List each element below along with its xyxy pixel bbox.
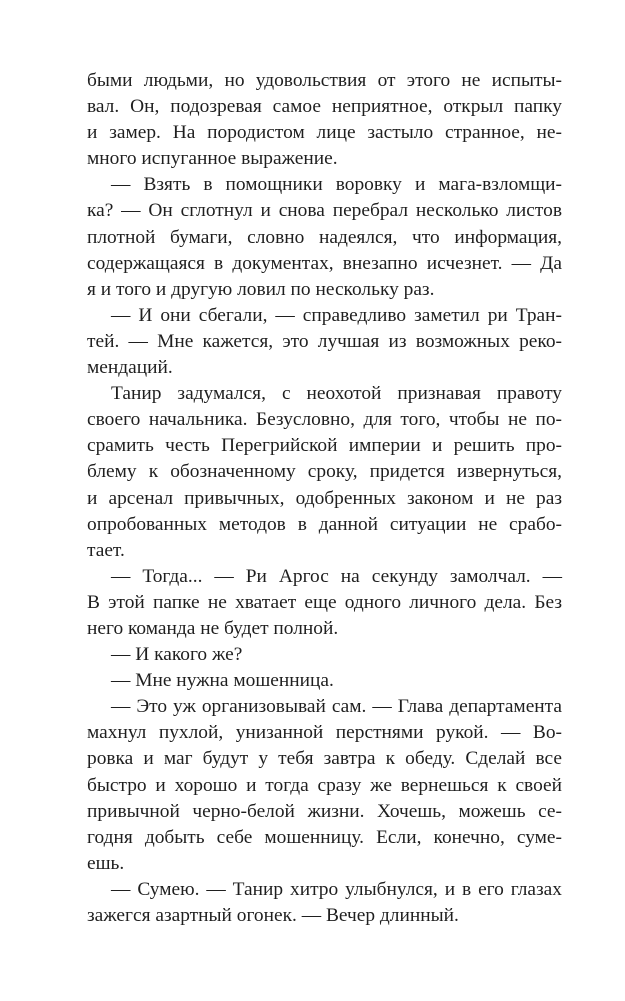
text-line: и арсенал привычных, одобренных законом и не раз	[87, 487, 562, 509]
text-line: быстро и хорошо и тогда сразу же вернешься к своей	[87, 774, 562, 796]
text-line: срамить честь Перегрийской империи и решить про-	[87, 435, 562, 457]
text-line: зажегся азартный огонек. — Вечер длинный.	[87, 905, 459, 926]
text-line: — Мне нужна мошенница.	[111, 670, 334, 692]
text-line: — Тогда... — Ри Аргос на секунду замолчал. —	[111, 565, 562, 587]
text-line: много испуганное выражение.	[87, 148, 338, 170]
text-line: В этой папке не хватает еще одного личного дела. Без	[87, 591, 562, 613]
text-line: привычной черно-белой жизни. Хочешь, можешь се-	[87, 800, 562, 822]
text-line: него команда не будет полной.	[87, 617, 339, 639]
text-line: тает.	[87, 539, 125, 561]
text-line: я и того и другую ловил по нескольку раз.	[87, 278, 435, 300]
text-line: — Сумею. — Танир хитро улыбнулся, и в его глазах	[111, 878, 562, 900]
text-line: быми людьми, но удовольствия от этого не испыты-	[87, 70, 562, 91]
text-line: ка? — Он сглотнул и снова перебрал несколько листов	[87, 200, 562, 222]
text-line: опробованных методов в данной ситуации не срабо-	[87, 513, 562, 535]
text-line: — И какого же?	[111, 644, 243, 666]
text-line: мендаций.	[87, 357, 173, 379]
text-line: и замер. На породистом лице застыло странное, не-	[87, 122, 562, 144]
text-line: — Взять в помощники воровку и мага-взломщи-	[111, 174, 562, 196]
text-line: блему к обозначенному сроку, придется извернуться,	[87, 461, 562, 483]
text-line: — И они сбегали, — справедливо заметил ри Тран-	[111, 304, 562, 326]
text-line: своего начальника. Безусловно, для того, чтобы не по-	[87, 409, 562, 431]
text-line: тей. — Мне кажется, это лучшая из возможных реко-	[87, 330, 562, 352]
text-line: Танир задумался, с неохотой признавая правоту	[111, 383, 562, 405]
text-line: годня добыть себе мошенницу. Если, конечно, суме-	[87, 826, 562, 848]
text-line: содержащаяся в документах, внезапно исчезнет. — Да	[87, 252, 562, 274]
text-line: — Это уж организовывай сам. — Глава департамента	[111, 696, 562, 718]
text-line: вал. Он, подозревая самое неприятное, открыл папку	[87, 96, 562, 118]
text-line: ешь.	[87, 852, 125, 874]
text-line: махнул пухлой, унизанной перстнями рукой. — Во-	[87, 722, 562, 744]
text-line: ровка и маг будут у тебя завтра к обеду. Сделай все	[87, 748, 562, 770]
text-line: плотной бумаги, словно надеялся, что информация,	[87, 226, 562, 248]
page-text	[87, 68, 562, 929]
